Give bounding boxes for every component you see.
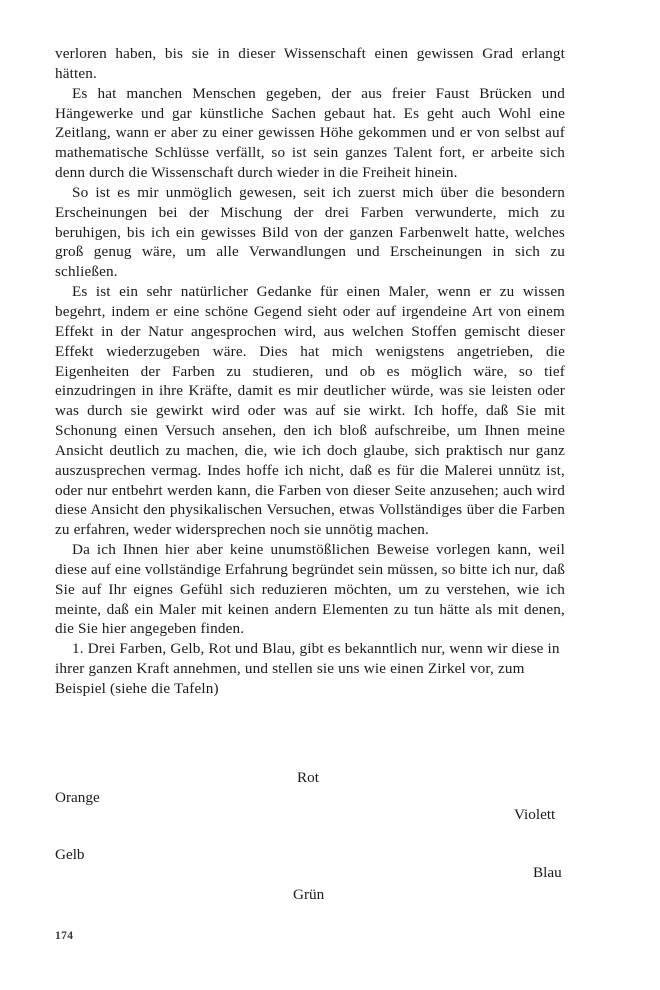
color-label-violett: Violett [514,806,556,823]
paragraph: Es ist ein sehr natürlicher Gedanke für einen Maler, wenn er zu wissen begehrt, indem er eine schöne Gegend sieht oder auf irgendeine Art von einem Effekt in der Natur angesprochen wird, aus welchen Stoffen gemischt dieser Effekt wiederzugeben wäre. Dies hat mich wenigstens angetrieben, die Eigenheiten der Farben zu studieren, und ob es möglich wäre, so tief einzudringen in ihre Kräfte, damit es mir deutlicher würde, was sie leisten oder was durch sie gewirkt wird oder was auf sie wirkt. Ich hoffe, daß Sie mit Schonung einen Versuch ansehen, den ich bloß aufschreibe, um Ihnen meine Ansicht deutlich zu machen, die, wie ich doch glaube, sich praktisch nur ganz auszusprechen vermag. Indes hoffe ich nicht, daß es für die Malerei unnütz ist, oder nur entbehrt werden kann, die Farben von dieser Seite anzusehen; auch wird diese Ansicht den physikalischen Versuchen, etwas Vollständiges über die Farben zu erfahren, weder widersprechen noch sie unnötig machen. [55,283,565,539]
color-label-blau: Blau [533,864,562,881]
color-label-rot: Rot [297,769,319,786]
paragraph: Da ich Ihnen hier aber keine unumstößlichen Beweise vorlegen kann, weil diese auf eine vollständige Erfahrung begründet sein müssen, so bitte ich nur, daß Sie auf Ihr eignes Gefühl sich reduzieren möchten, um zu verstehen, wie ich meinte, daß ein Maler mit keinen andern Elementen zu tun hätte als mit denen, die Sie hier angegeben finden. [55,541,565,638]
color-label-orange: Orange [55,789,100,806]
paragraph-continuation: verloren haben, bis sie in dieser Wissenschaft einen gewissen Grad erlangt hätten. [55,45,565,82]
color-label-gruen: Grün [293,886,325,903]
paragraph: So ist es mir unmöglich gewesen, seit ich zuerst mich über die besondern Erscheinungen bei der Mischung der drei Farben verwunderte, mich zu beruhigen, bis ich ein gewisses Bild von der ganzen Farbenwelt hatte, welches groß genug wäre, um alle Verwandlungen und Erscheinungen in sich zu schließen. [55,183,565,281]
paragraph-numbered-item-1: 1. Drei Farben, Gelb, Rot und Blau, gibt es bekanntlich nur, wenn wir diese in ihrer ganzen Kraft annehmen, und stellen sie uns wie einen Zirkel vor, zum Beispiel (siehe die Tafeln) [55,640,560,697]
color-label-gelb: Gelb [55,846,85,863]
paragraph: Es hat manchen Menschen gegeben, der aus freier Faust Brücken und Hängewerke und gar künstliche Sachen gebaut hat. Es geht auch Wohl eine Zeitlang, wann er aber zu einer gewissen Höhe gekommen und er von selbst auf mathematische Schlüsse verfällt, so ist sein ganzes Talent fort, er arbeite sich denn durch die Wissenschaft durch wieder in die Freiheit hinein. [55,84,565,182]
page-number: 174 [55,930,74,942]
color-circle-word-diagram [55,760,565,910]
body-text-block [55,44,565,699]
